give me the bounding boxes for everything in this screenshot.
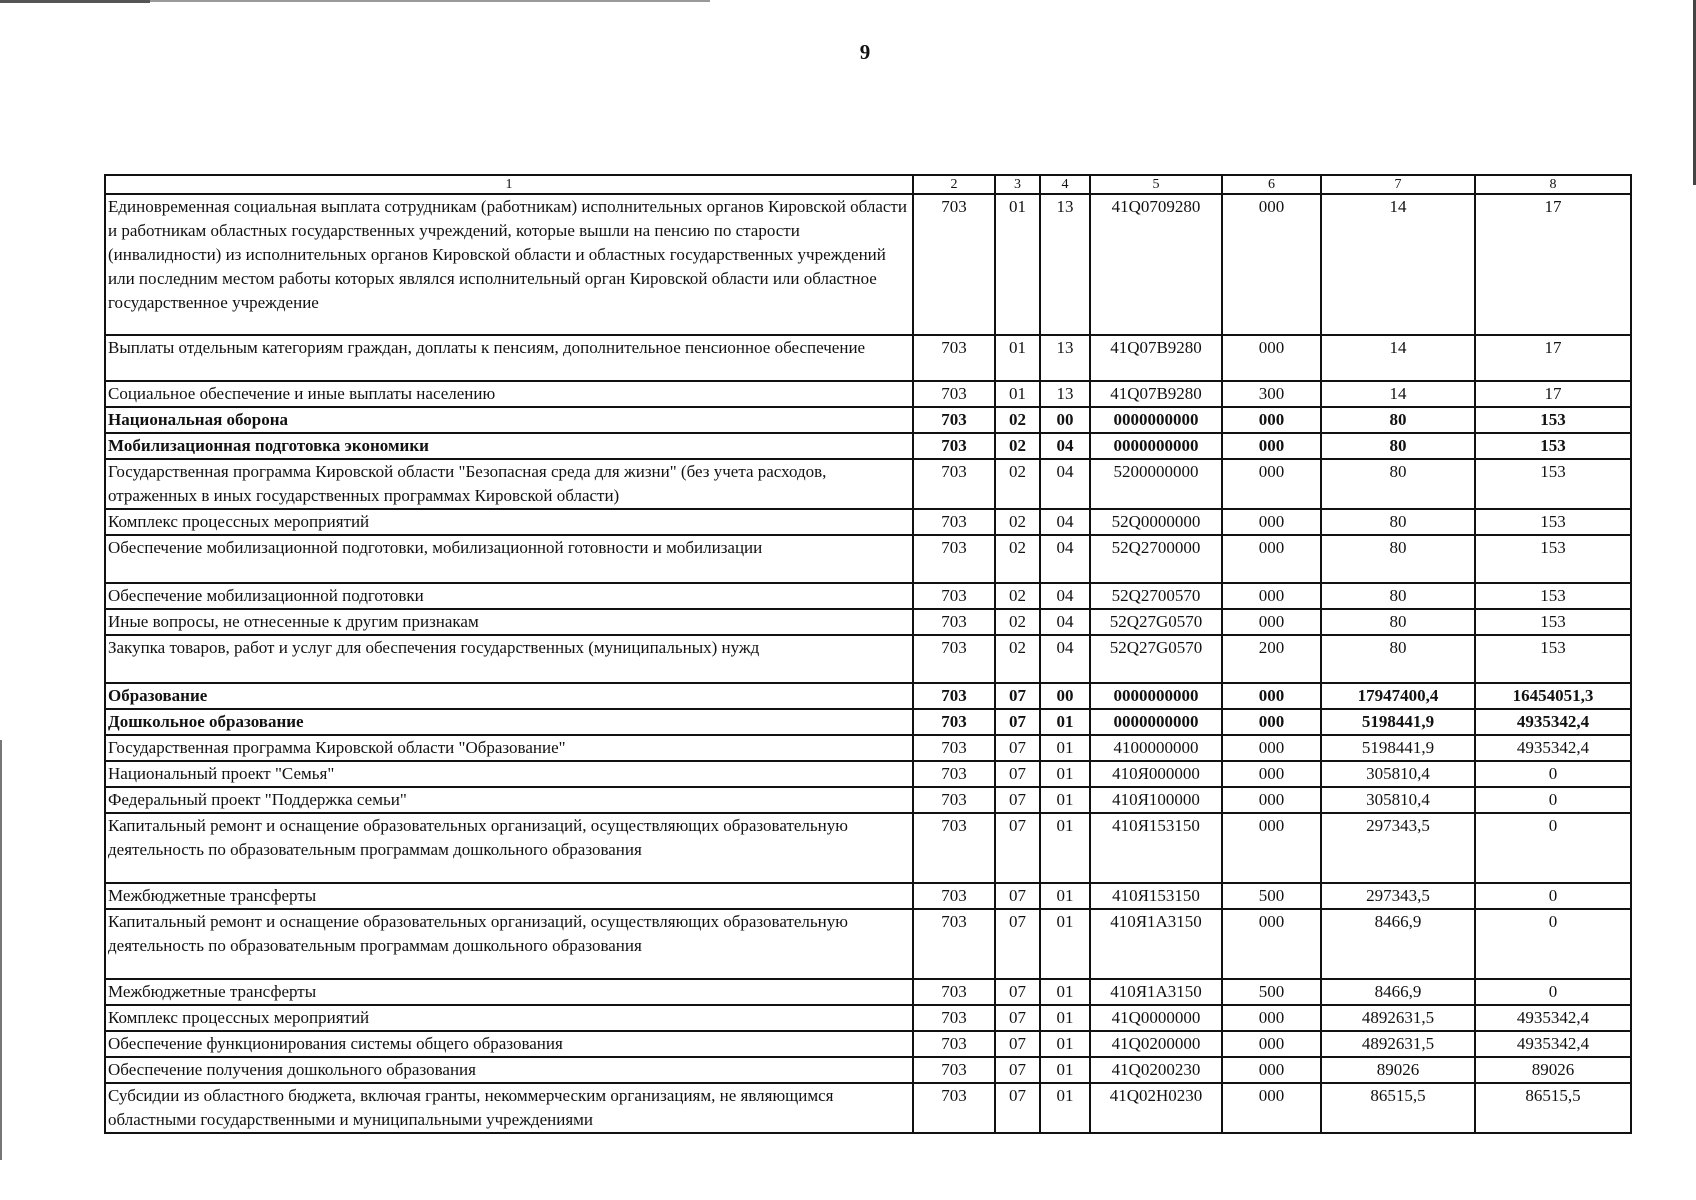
row-value-cell: 153 [1475, 509, 1631, 535]
row-value-cell: 000 [1222, 813, 1321, 883]
table-row [105, 1083, 1631, 1133]
table-row [105, 735, 1631, 761]
row-value-cell: 703 [913, 761, 995, 787]
row-value-cell: 41Q07B9280 [1090, 381, 1222, 407]
row-value-cell: 305810,4 [1321, 761, 1475, 787]
row-value-cell: 0000000000 [1090, 683, 1222, 709]
row-value-cell: 04 [1040, 635, 1090, 683]
row-value-cell: 4935342,4 [1475, 709, 1631, 735]
row-value-cell: 0 [1475, 761, 1631, 787]
row-value-cell: 52Q2700570 [1090, 583, 1222, 609]
row-value-cell: 02 [995, 583, 1040, 609]
row-value-cell: 703 [913, 787, 995, 813]
row-value-cell: 89026 [1475, 1057, 1631, 1083]
row-value-cell: 52Q2700000 [1090, 535, 1222, 583]
row-value-cell: 01 [995, 381, 1040, 407]
table-row [105, 709, 1631, 735]
row-name-cell: Государственная программа Кировской области "Образование" [105, 735, 913, 761]
row-value-cell: 07 [995, 1083, 1040, 1133]
row-value-cell: 02 [995, 609, 1040, 635]
row-value-cell: 8466,9 [1321, 909, 1475, 979]
row-value-cell: 153 [1475, 459, 1631, 509]
table-row [105, 583, 1631, 609]
row-value-cell: 80 [1321, 433, 1475, 459]
row-name-cell: Выплаты отдельным категориям граждан, доплаты к пенсиям, дополнительное пенсионное обеспечение [105, 335, 913, 381]
row-value-cell: 01 [1040, 787, 1090, 813]
row-value-cell: 703 [913, 433, 995, 459]
row-value-cell: 703 [913, 381, 995, 407]
row-value-cell: 000 [1222, 609, 1321, 635]
row-value-cell: 703 [913, 1031, 995, 1057]
row-value-cell: 80 [1321, 509, 1475, 535]
row-value-cell: 13 [1040, 335, 1090, 381]
row-value-cell: 07 [995, 979, 1040, 1005]
row-value-cell: 297343,5 [1321, 813, 1475, 883]
table-row [105, 683, 1631, 709]
table-row [105, 635, 1631, 683]
row-value-cell: 89026 [1321, 1057, 1475, 1083]
page-number: 9 [859, 40, 871, 64]
row-value-cell: 703 [913, 194, 995, 335]
row-name-cell: Межбюджетные трансферты [105, 979, 913, 1005]
row-value-cell: 703 [913, 459, 995, 509]
row-value-cell: 04 [1040, 609, 1090, 635]
row-name-cell: Мобилизационная подготовка экономики [105, 433, 913, 459]
row-value-cell: 41Q0000000 [1090, 1005, 1222, 1031]
row-value-cell: 01 [1040, 979, 1090, 1005]
row-value-cell: 07 [995, 883, 1040, 909]
row-name-cell: Обеспечение мобилизационной подготовки [105, 583, 913, 609]
row-value-cell: 14 [1321, 194, 1475, 335]
row-name-cell: Образование [105, 683, 913, 709]
row-value-cell: 01 [1040, 883, 1090, 909]
row-value-cell: 07 [995, 683, 1040, 709]
row-value-cell: 01 [1040, 1057, 1090, 1083]
row-value-cell: 000 [1222, 407, 1321, 433]
row-name-cell: Государственная программа Кировской области "Безопасная среда для жизни" (без учета расходов, отраженных в иных государственных программах Кировской области) [105, 459, 913, 509]
row-name-cell: Национальная оборона [105, 407, 913, 433]
row-value-cell: 000 [1222, 194, 1321, 335]
row-value-cell: 153 [1475, 635, 1631, 683]
row-value-cell: 8466,9 [1321, 979, 1475, 1005]
row-value-cell: 4935342,4 [1475, 1005, 1631, 1031]
row-value-cell: 52Q27G0570 [1090, 635, 1222, 683]
scan-left-edge [0, 740, 2, 1160]
row-value-cell: 4892631,5 [1321, 1005, 1475, 1031]
table-row [105, 1057, 1631, 1083]
row-value-cell: 153 [1475, 433, 1631, 459]
row-value-cell: 17 [1475, 381, 1631, 407]
table-row [105, 381, 1631, 407]
row-value-cell: 000 [1222, 583, 1321, 609]
row-value-cell: 01 [1040, 1031, 1090, 1057]
row-name-cell: Комплекс процессных мероприятий [105, 1005, 913, 1031]
table-row [105, 979, 1631, 1005]
row-value-cell: 80 [1321, 407, 1475, 433]
row-value-cell: 00 [1040, 407, 1090, 433]
row-name-cell: Обеспечение функционирования системы общего образования [105, 1031, 913, 1057]
row-value-cell: 02 [995, 459, 1040, 509]
row-value-cell: 0000000000 [1090, 433, 1222, 459]
row-value-cell: 14 [1321, 381, 1475, 407]
table-row [105, 509, 1631, 535]
row-value-cell: 0 [1475, 883, 1631, 909]
row-value-cell: 703 [913, 883, 995, 909]
row-value-cell: 000 [1222, 535, 1321, 583]
row-value-cell: 703 [913, 535, 995, 583]
row-value-cell: 13 [1040, 194, 1090, 335]
row-value-cell: 04 [1040, 535, 1090, 583]
row-value-cell: 01 [1040, 813, 1090, 883]
row-value-cell: 297343,5 [1321, 883, 1475, 909]
row-value-cell: 86515,5 [1321, 1083, 1475, 1133]
row-value-cell: 41Q02H0230 [1090, 1083, 1222, 1133]
row-value-cell: 01 [1040, 735, 1090, 761]
table-row [105, 407, 1631, 433]
row-value-cell: 000 [1222, 1031, 1321, 1057]
row-value-cell: 703 [913, 735, 995, 761]
row-value-cell: 01 [1040, 709, 1090, 735]
row-value-cell: 4100000000 [1090, 735, 1222, 761]
row-name-cell: Комплекс процессных мероприятий [105, 509, 913, 535]
row-value-cell: 410Я100000 [1090, 787, 1222, 813]
table-row [105, 813, 1631, 883]
row-value-cell: 41Q0200000 [1090, 1031, 1222, 1057]
row-value-cell: 300 [1222, 381, 1321, 407]
row-value-cell: 000 [1222, 459, 1321, 509]
row-value-cell: 703 [913, 609, 995, 635]
header-cell: 7 [1321, 175, 1475, 194]
row-value-cell: 703 [913, 635, 995, 683]
row-value-cell: 703 [913, 407, 995, 433]
row-value-cell: 703 [913, 509, 995, 535]
row-value-cell: 41Q0709280 [1090, 194, 1222, 335]
row-value-cell: 703 [913, 709, 995, 735]
row-value-cell: 4892631,5 [1321, 1031, 1475, 1057]
header-cell: 4 [1040, 175, 1090, 194]
row-value-cell: 41Q07B9280 [1090, 335, 1222, 381]
row-name-cell: Национальный проект "Семья" [105, 761, 913, 787]
row-value-cell: 01 [1040, 1005, 1090, 1031]
row-value-cell: 17 [1475, 335, 1631, 381]
row-value-cell: 13 [1040, 381, 1090, 407]
row-value-cell: 17947400,4 [1321, 683, 1475, 709]
row-value-cell: 0 [1475, 909, 1631, 979]
row-value-cell: 0000000000 [1090, 407, 1222, 433]
table-row [105, 459, 1631, 509]
row-value-cell: 500 [1222, 883, 1321, 909]
row-value-cell: 07 [995, 709, 1040, 735]
row-name-cell: Капитальный ремонт и оснащение образовательных организаций, осуществляющих образовательную деятельность по образовательным программам дошкольного образования [105, 813, 913, 883]
row-value-cell: 14 [1321, 335, 1475, 381]
table-row [105, 535, 1631, 583]
header-cell: 5 [1090, 175, 1222, 194]
row-value-cell: 000 [1222, 335, 1321, 381]
row-value-cell: 07 [995, 1031, 1040, 1057]
row-value-cell: 0 [1475, 979, 1631, 1005]
row-value-cell: 703 [913, 335, 995, 381]
row-value-cell: 01 [1040, 909, 1090, 979]
row-value-cell: 703 [913, 583, 995, 609]
row-value-cell: 000 [1222, 735, 1321, 761]
row-name-cell: Иные вопросы, не отнесенные к другим признакам [105, 609, 913, 635]
row-value-cell: 000 [1222, 787, 1321, 813]
row-value-cell: 07 [995, 1057, 1040, 1083]
table-row [105, 1005, 1631, 1031]
row-value-cell: 02 [995, 535, 1040, 583]
row-value-cell: 01 [1040, 1083, 1090, 1133]
row-value-cell: 000 [1222, 433, 1321, 459]
table-row [105, 433, 1631, 459]
table-row [105, 1031, 1631, 1057]
row-value-cell: 000 [1222, 761, 1321, 787]
row-value-cell: 5198441,9 [1321, 735, 1475, 761]
row-name-cell: Единовременная социальная выплата сотрудникам (работникам) исполнительных органов Кировской области и работникам областных государственных учреждений, которые вышли на пенсию по старости (инвалидности) из исполнительных органов Кировской области и областных государственных учреждений или последним местом работы которых являлся исполнительный орган Кировской области или областное государственное учреждение [105, 194, 913, 335]
row-value-cell: 703 [913, 979, 995, 1005]
row-value-cell: 5200000000 [1090, 459, 1222, 509]
row-value-cell: 153 [1475, 609, 1631, 635]
row-name-cell: Федеральный проект "Поддержка семьи" [105, 787, 913, 813]
row-value-cell: 200 [1222, 635, 1321, 683]
row-value-cell: 410Я153150 [1090, 813, 1222, 883]
row-value-cell: 02 [995, 407, 1040, 433]
row-value-cell: 17 [1475, 194, 1631, 335]
row-value-cell: 07 [995, 1005, 1040, 1031]
row-value-cell: 01 [995, 335, 1040, 381]
header-cell: 8 [1475, 175, 1631, 194]
budget-table [104, 174, 1632, 1134]
row-value-cell: 153 [1475, 535, 1631, 583]
row-value-cell: 000 [1222, 1057, 1321, 1083]
row-value-cell: 153 [1475, 407, 1631, 433]
header-cell: 2 [913, 175, 995, 194]
row-value-cell: 04 [1040, 583, 1090, 609]
row-value-cell: 000 [1222, 1005, 1321, 1031]
row-value-cell: 02 [995, 509, 1040, 535]
row-value-cell: 80 [1321, 609, 1475, 635]
row-value-cell: 500 [1222, 979, 1321, 1005]
row-value-cell: 41Q0200230 [1090, 1057, 1222, 1083]
row-value-cell: 00 [1040, 683, 1090, 709]
row-value-cell: 410Я1А3150 [1090, 979, 1222, 1005]
row-value-cell: 000 [1222, 909, 1321, 979]
table-row [105, 609, 1631, 635]
row-value-cell: 5198441,9 [1321, 709, 1475, 735]
row-value-cell: 410Я153150 [1090, 883, 1222, 909]
row-value-cell: 16454051,3 [1475, 683, 1631, 709]
row-name-cell: Обеспечение получения дошкольного образования [105, 1057, 913, 1083]
row-name-cell: Капитальный ремонт и оснащение образовательных организаций, осуществляющих образовательную деятельность по образовательным программам дошкольного образования [105, 909, 913, 979]
row-name-cell: Обеспечение мобилизационной подготовки, мобилизационной готовности и мобилизации [105, 535, 913, 583]
row-value-cell: 80 [1321, 635, 1475, 683]
row-value-cell: 0000000000 [1090, 709, 1222, 735]
header-cell: 1 [105, 175, 913, 194]
row-value-cell: 703 [913, 1083, 995, 1133]
row-value-cell: 07 [995, 787, 1040, 813]
row-value-cell: 703 [913, 813, 995, 883]
row-value-cell: 04 [1040, 433, 1090, 459]
row-value-cell: 07 [995, 813, 1040, 883]
row-value-cell: 01 [1040, 761, 1090, 787]
row-value-cell: 703 [913, 683, 995, 709]
row-value-cell: 153 [1475, 583, 1631, 609]
row-name-cell: Субсидии из областного бюджета, включая гранты, некоммерческим организациям, не являющимся областными государственными и муниципальными учреждениями [105, 1083, 913, 1133]
row-value-cell: 04 [1040, 509, 1090, 535]
row-value-cell: 07 [995, 735, 1040, 761]
row-value-cell: 000 [1222, 709, 1321, 735]
header-cell: 6 [1222, 175, 1321, 194]
table-row [105, 883, 1631, 909]
table-row [105, 909, 1631, 979]
row-value-cell: 86515,5 [1475, 1083, 1631, 1133]
table-row [105, 787, 1631, 813]
header-cell: 3 [995, 175, 1040, 194]
row-name-cell: Социальное обеспечение и иные выплаты населению [105, 381, 913, 407]
table-row [105, 335, 1631, 381]
row-value-cell: 0 [1475, 813, 1631, 883]
row-value-cell: 80 [1321, 583, 1475, 609]
row-value-cell: 410Я1А3150 [1090, 909, 1222, 979]
row-value-cell: 52Q27G0570 [1090, 609, 1222, 635]
row-value-cell: 703 [913, 1005, 995, 1031]
row-value-cell: 02 [995, 635, 1040, 683]
row-value-cell: 4935342,4 [1475, 1031, 1631, 1057]
row-value-cell: 000 [1222, 509, 1321, 535]
row-value-cell: 000 [1222, 1083, 1321, 1133]
row-value-cell: 703 [913, 1057, 995, 1083]
scan-top-edge-dark [0, 0, 150, 3]
row-value-cell: 01 [995, 194, 1040, 335]
row-name-cell: Закупка товаров, работ и услуг для обеспечения государственных (муниципальных) нужд [105, 635, 913, 683]
row-name-cell: Дошкольное образование [105, 709, 913, 735]
row-value-cell: 02 [995, 433, 1040, 459]
row-value-cell: 07 [995, 909, 1040, 979]
row-value-cell: 04 [1040, 459, 1090, 509]
row-value-cell: 07 [995, 761, 1040, 787]
row-value-cell: 80 [1321, 459, 1475, 509]
row-value-cell: 305810,4 [1321, 787, 1475, 813]
row-value-cell: 80 [1321, 535, 1475, 583]
table-header-row [105, 175, 1631, 194]
row-name-cell: Межбюджетные трансферты [105, 883, 913, 909]
table-row [105, 761, 1631, 787]
row-value-cell: 52Q0000000 [1090, 509, 1222, 535]
row-value-cell: 0 [1475, 787, 1631, 813]
row-value-cell: 4935342,4 [1475, 735, 1631, 761]
table-row [105, 194, 1631, 335]
row-value-cell: 410Я000000 [1090, 761, 1222, 787]
row-value-cell: 703 [913, 909, 995, 979]
row-value-cell: 000 [1222, 683, 1321, 709]
